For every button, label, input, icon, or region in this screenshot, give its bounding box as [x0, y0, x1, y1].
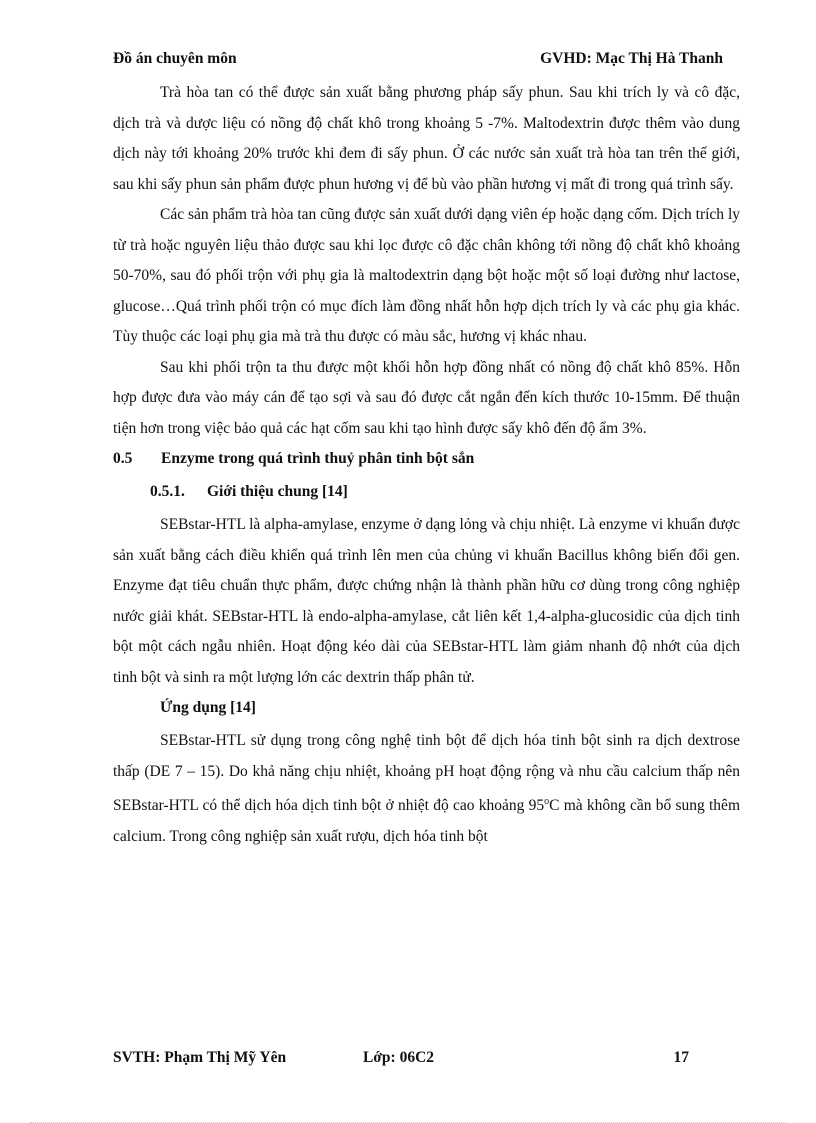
paragraph-extrusion: Sau khi phối trộn ta thu được một khối hỗn hợp đồng nhất có nồng độ chất khô 85%. Hỗn hợp được đưa vào máy cán để tạo sợi và sau đó được cắt ngắn đến kích thước 10-15mm. Để thuận tiện hơn trong việc bảo quả các hạt cốm sau khi tạo hình được sấy khô đến độ ẩm 3%. [113, 358, 740, 437]
paragraph-granules: Các sản phẩm trà hòa tan cũng được sản xuất dưới dạng viên ép hoặc dạng cốm. Dịch trích ly từ trà hoặc nguyên liệu thảo được sau khi lọc được cô đặc chân không tới nồng độ chất khô khoảng 50-70%, sau đó phối trộn với phụ gia là maltodextrin dạng bột hoặc một số loại đường như lactose, glucose…Quá trình phối trộn có mục đích làm đồng nhất hỗn hợp dịch trích ly và các phụ gia khác. Tùy thuộc các loại phụ gia mà trà thu được có màu sắc, hương vị khác nhau. [113, 206, 740, 345]
footer-student: SVTH: Phạm Thị Mỹ Yên [113, 1049, 287, 1066]
application-heading: Ứng dụng [14] [160, 699, 256, 716]
section-heading [113, 444, 740, 477]
page-number: 17 [673, 1049, 689, 1066]
section-title: Enzyme trong quá trình thuỷ phân tinh bột sắn [161, 450, 475, 467]
header-supervisor: GVHD: Mạc Thị Hà Thanh [540, 50, 723, 67]
paragraph-application-text-end: C mà không cần bổ sung thêm calcium. Trong công nghiệp sản xuất rượu, dịch hóa tinh bột [113, 797, 740, 845]
page-body [113, 78, 740, 852]
footer-class: Lớp: 06C2 [363, 1049, 435, 1066]
paragraph-enzyme-intro: SEBstar-HTL là alpha-amylase, enzyme ở dạng lỏng và chịu nhiệt. Là enzyme vi khuẩn được sản xuất bằng cách điều khiển quá trình lên men của chủng vi khuẩn Bacillus không biến đổi gen. Enzyme đạt tiêu chuẩn thực phẩm, được chứng nhận là thành phần hữu cơ dùng trong công nghiệp nước giải khát. SEBstar-HTL là endo-alpha-amylase, cắt liên kết 1,4-alpha-glucosidic của dịch tinh bột một cách ngẫu nhiên. Hoạt động kéo dài của SEBstar-HTL làm giảm nhanh độ nhớt của dịch tinh bột và sinh ra một lượng lớn các dextrin thấp phân tử. [113, 516, 741, 686]
header-project-title: Đồ án chuyên môn [113, 50, 237, 67]
subsection-title: Giới thiệu chung [14] [207, 483, 348, 500]
subsection-number: 0.5.1. [150, 483, 185, 500]
section-number: 0.5 [113, 450, 133, 467]
page-footer [113, 1049, 689, 1071]
subsection-heading [113, 477, 740, 510]
degree-superscript: o [544, 796, 550, 807]
paragraph-application-text: SEBstar-HTL sử dụng trong công nghệ tinh bột để dịch hóa tinh bột sinh ra dịch dextrose thấp (DE 7 – 15). Do khả năng chịu nhiệt, khoảng pH hoạt động rộng và nhu cầu calcium thấp nên SEBstar-HTL có thể dịch hóa dịch tinh bột ở nhiệt độ cao khoảng 95 [113, 732, 740, 815]
page-header [113, 50, 723, 72]
paragraph-application [113, 726, 740, 852]
paragraph-spray-drying: Trà hòa tan có thể được sản xuất bằng phương pháp sấy phun. Sau khi trích ly và cô đặc, dịch trà và dược liệu có nồng độ chất khô trong khoảng 5 -7%. Maltodextrin được thêm vào dung dịch này tới khoảng 20% trước khi đem đi sấy phun. Ở các nước sản xuất trà hòa tan trên thế giới, sau khi sấy phun sản phẩm được phun hương vị để bù vào phần hương vị mất đi trong quá trình sấy. [113, 84, 740, 193]
